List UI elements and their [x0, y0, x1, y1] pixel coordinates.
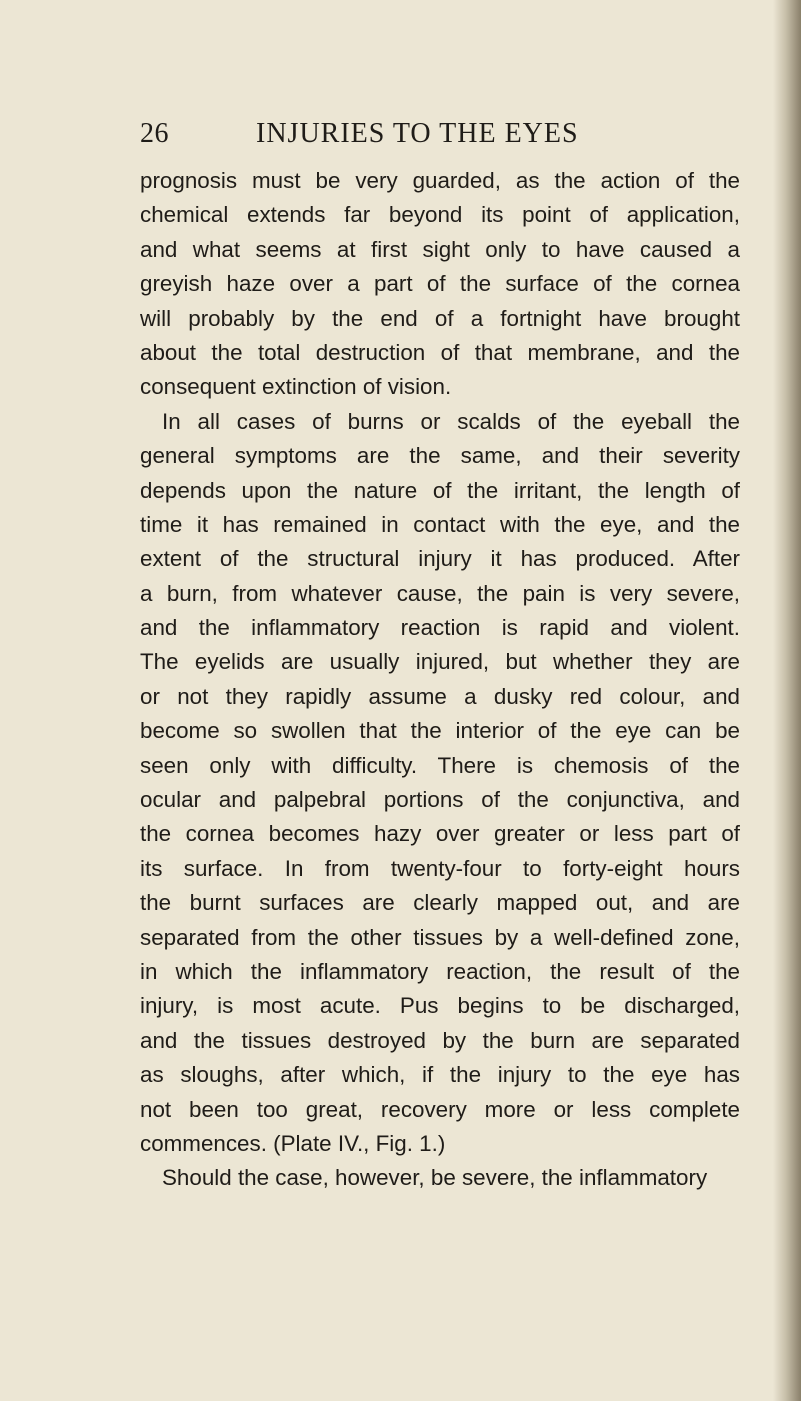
running-head: [140, 116, 740, 156]
text-line: its surface. In from twenty-four to forty-eight hours: [140, 855, 740, 881]
page-edge-shadow: [773, 0, 801, 1401]
text-line: general symptoms are the same, and their severity: [140, 443, 740, 469]
text-line: or not they rapidly assume a dusky red colour, and: [140, 683, 740, 709]
text-line: and what seems at first sight only to have caused a: [140, 236, 740, 262]
text-line: the cornea becomes hazy over greater or less part of: [140, 821, 740, 847]
text-line: time it has remained in contact with the eye, and the: [140, 511, 740, 537]
text-line: a burn, from whatever cause, the pain is very severe,: [140, 580, 740, 606]
text-line: prognosis must be very guarded, as the action of the: [140, 168, 740, 193]
page-title: INJURIES TO THE EYES: [256, 118, 579, 149]
text-line: in which the inflammatory reaction, the result of the: [140, 958, 740, 984]
text-line: The eyelids are usually injured, but whether they are: [140, 649, 740, 675]
page-number: 26: [140, 118, 169, 149]
text-line: consequent extinction of vision.: [140, 374, 452, 400]
text-line: extent of the structural injury it has produced. After: [140, 546, 740, 572]
text-line: In all cases of burns or scalds of the eyeball the: [162, 408, 740, 434]
text-line: seen only with difficulty. There is chemosis of the: [140, 752, 740, 778]
text-line: greyish haze over a part of the surface of the cornea: [140, 271, 740, 297]
text-line: depends upon the nature of the irritant, the length of: [140, 477, 740, 503]
text-line: not been too great, recovery more or less complete: [140, 1096, 740, 1122]
text-line: will probably by the end of a fortnight have brought: [140, 305, 740, 331]
text-line: and the tissues destroyed by the burn are separated: [140, 1027, 740, 1053]
text-line: chemical extends far beyond its point of application,: [140, 202, 740, 228]
text-line: the burnt surfaces are clearly mapped out, and are: [140, 890, 740, 916]
text-line: ocular and palpebral portions of the conjunctiva, and: [140, 787, 740, 813]
text-line: commences. (Plate IV., Fig. 1.): [140, 1130, 446, 1156]
text-line: injury, is most acute. Pus begins to be discharged,: [140, 993, 740, 1019]
text-line: separated from the other tissues by a well-defined zone,: [140, 924, 740, 950]
text-line: about the total destruction of that membrane, and the: [140, 339, 740, 365]
text-line: and the inflammatory reaction is rapid and violent.: [140, 615, 740, 641]
text-line: as sloughs, after which, if the injury to the eye has: [140, 1062, 740, 1088]
text-line: Should the case, however, be severe, the inflammatory: [162, 1165, 708, 1191]
text-line: become so swollen that the interior of the eye can be: [140, 718, 740, 744]
body-text: [140, 164, 740, 1196]
